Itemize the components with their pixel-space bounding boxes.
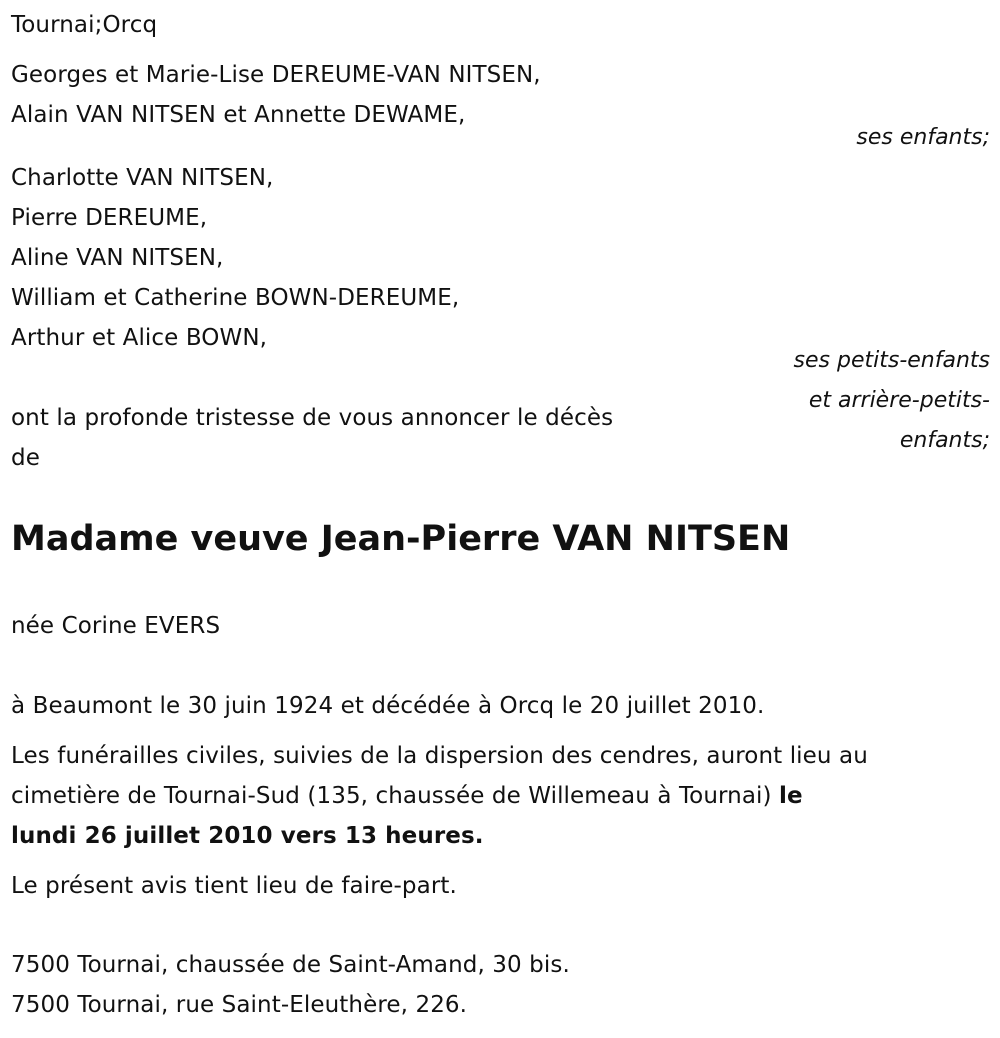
location: Tournai;Orcq bbox=[11, 12, 158, 38]
grandchild-line-4: William et Catherine BOWN-DEREUME, bbox=[11, 285, 460, 311]
grandchildren-label-line-1: ses petits-enfants bbox=[793, 348, 990, 373]
funeral-line-1: Les funérailles civiles, suivies de la dispersion des cendres, auront lieu au bbox=[11, 743, 868, 769]
grandchildren-label-line-3: enfants; bbox=[899, 428, 990, 453]
funeral-location: cimetière de Tournai-Sud (135, chaussée de Willemeau à Tournai) bbox=[11, 783, 780, 809]
grandchild-line-2: Pierre DEREUME, bbox=[11, 205, 208, 231]
funeral-line-3: lundi 26 juillet 2010 vers 13 heures. bbox=[11, 823, 484, 849]
birth-name: née Corine EVERS bbox=[11, 613, 221, 639]
address-2: 7500 Tournai, rue Saint-Eleuthère, 226. bbox=[11, 992, 468, 1018]
grandchild-line-3: Aline VAN NITSEN, bbox=[11, 245, 224, 271]
deceased-name: Madame veuve Jean-Pierre VAN NITSEN bbox=[11, 519, 791, 559]
grandchildren-label-line-2: et arrière-petits- bbox=[808, 388, 990, 413]
children-line-2: Alain VAN NITSEN et Annette DEWAME, bbox=[11, 102, 466, 128]
grandchild-line-1: Charlotte VAN NITSEN, bbox=[11, 165, 274, 191]
address-1: 7500 Tournai, chaussée de Saint-Amand, 30 bis. bbox=[11, 952, 570, 978]
notice: Le présent avis tient lieu de faire-part. bbox=[11, 873, 457, 899]
children-label: ses enfants; bbox=[856, 125, 990, 150]
dates: à Beaumont le 30 juin 1924 et décédée à Orcq le 20 juillet 2010. bbox=[11, 693, 765, 719]
announcement-line-1: ont la profonde tristesse de vous annoncer le décès bbox=[11, 405, 614, 431]
announcement-line-2: de bbox=[11, 445, 40, 471]
funeral-date-start: le bbox=[779, 783, 803, 809]
children-line-1: Georges et Marie-Lise DEREUME-VAN NITSEN, bbox=[11, 62, 541, 88]
funeral-line-2 bbox=[11, 776, 803, 816]
grandchild-line-5: Arthur et Alice BOWN, bbox=[11, 325, 268, 351]
